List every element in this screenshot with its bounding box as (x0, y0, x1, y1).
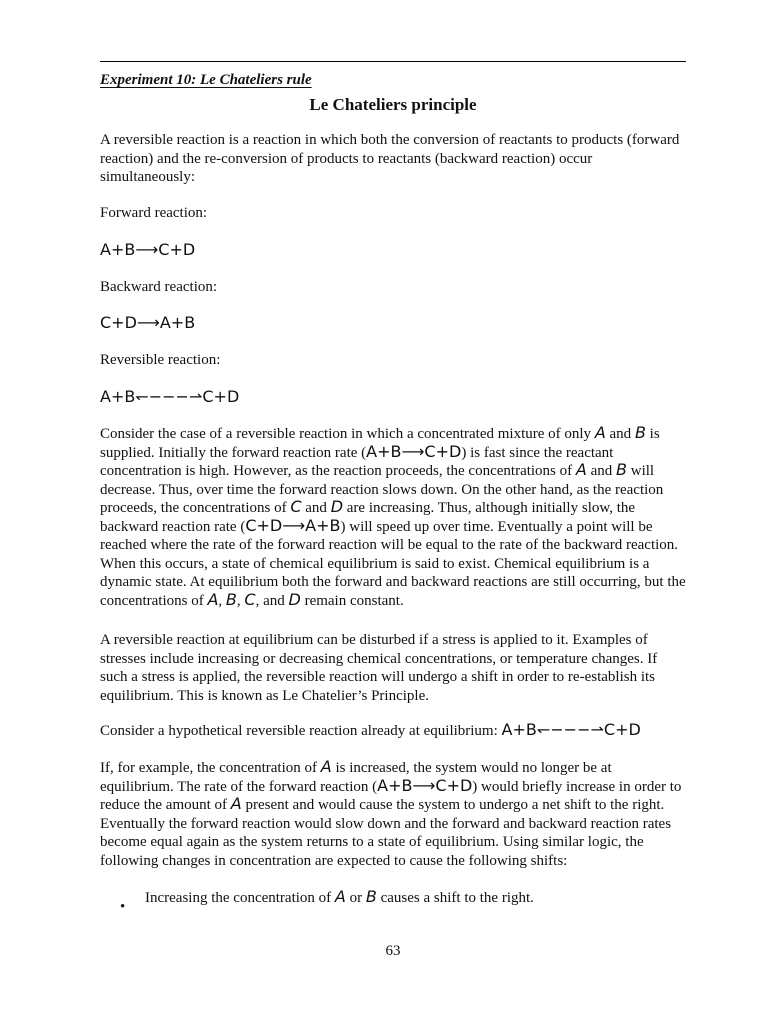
experiment-header: Experiment 10: Le Chateliers rule (100, 72, 312, 88)
text-run: and (586, 463, 617, 479)
forward-reaction-equation: A+B⟶C+D (100, 240, 196, 259)
header-rule (100, 61, 686, 62)
inline-equation: A+B↽−−−⇀C+D (501, 720, 641, 739)
variable-a: A (334, 887, 346, 906)
backward-reaction-label: Backward reaction: (100, 279, 218, 295)
variable-a: A (320, 757, 332, 776)
equilibrium-explanation-paragraph (100, 425, 686, 610)
variable-b: B (634, 423, 646, 442)
document-page (100, 0, 686, 1024)
text-run: ) would briefly increase in order to reduce the amount of (100, 778, 682, 813)
variable-d: D (288, 589, 301, 609)
text-run: or (345, 890, 366, 906)
variable-b: B (365, 887, 377, 906)
text-run: , (218, 592, 226, 609)
variable-c: C (290, 497, 302, 516)
bullet-marker: • (120, 899, 126, 915)
stress-paragraph: A reversible reaction at equilibrium can be disturbed if a stress is applied to it. Examples of stresses include increasing or decreasing chemical concentrations, or temperature changes. If such a stress is applied, the reversible reaction will undergo a shift in order to re-establish its equilibrium. This is known as Le Chatelier’s Principle. (100, 632, 658, 704)
text-run: and (301, 500, 331, 516)
shift-explanation-paragraph (100, 759, 686, 870)
variable-a: A (575, 460, 587, 479)
variable-b: B (225, 589, 237, 609)
variable-a: A (594, 423, 606, 442)
variable-a: A (230, 794, 242, 813)
text-run: causes a shift to the right. (376, 890, 534, 906)
text-run: remain constant. (300, 592, 404, 609)
inline-equation: A+B⟶C+D (366, 441, 462, 461)
text-run: , and (255, 592, 289, 609)
variable-d: D (330, 497, 344, 516)
inline-equation: C+D⟶A+B (245, 515, 341, 535)
bullet-item (145, 889, 685, 908)
reversible-reaction-label: Reversible reaction: (100, 352, 221, 368)
hypothetical-reaction-paragraph (100, 722, 686, 741)
text-run: is increased, the system would no longer be at equilibrium. The rate of the forward reaction ( (100, 760, 612, 795)
variable-c: C (244, 589, 256, 609)
text-run: Consider a hypothetical reversible reaction already at equilibrium: (100, 723, 502, 739)
text-run: If, for example, the concentration of (100, 760, 321, 776)
forward-reaction-label: Forward reaction: (100, 205, 208, 221)
text-run: present and would cause the system to undergo a net shift to the right. Eventually the forward reaction would slow down and the forward and backward reaction rates become equal again as the system returns to a state of equilibrium. Using similar logic, the following changes in concentration are expected to cause the following shifts: (100, 797, 672, 869)
inline-equation: A+B⟶C+D (377, 775, 473, 795)
text-run: ) will speed up over time. Eventually a point will be reached where the rate of the forward reaction will be equal to the rate of the backward reaction. When this occurs, a state of chemical equilibrium is said to exist. Chemical equilibrium is a dynamic state. At equilibrium both the forward and backward reactions are still occurring, but the concentrations of (100, 518, 686, 609)
text-run: Consider the case of a reversible reaction in which a concentrated mixture of only (100, 426, 595, 442)
text-run: Increasing the concentration of (145, 890, 335, 906)
text-run: are increasing. Thus, although initially slow, the backward reaction rate ( (100, 500, 636, 535)
text-run: ) is fast since the reactant concentration is high. However, as the reaction proceeds, the concentrations of (100, 444, 614, 479)
page-number: 63 (385, 943, 401, 959)
text-run: is supplied. Initially the forward reaction rate ( (100, 426, 660, 461)
text-run: will decrease. Thus, over time the forward reaction slows down. On the other hand, as the reaction proceeds, the concentrations of (100, 463, 664, 516)
text-run: and (605, 426, 635, 442)
variable-a: A (207, 589, 219, 609)
backward-reaction-equation: C+D⟶A+B (100, 313, 196, 332)
page-title: Le Chateliers principle (309, 95, 477, 114)
reversible-reaction-equation: A+B↽−−−⇀C+D (100, 387, 240, 406)
intro-paragraph: A reversible reaction is a reaction in which both the conversion of reactants to products (forward reaction) and the re-conversion of products to reactants (backward reaction) occur simultaneously: (100, 132, 680, 185)
variable-b: B (616, 460, 628, 479)
text-run: , (236, 592, 245, 609)
